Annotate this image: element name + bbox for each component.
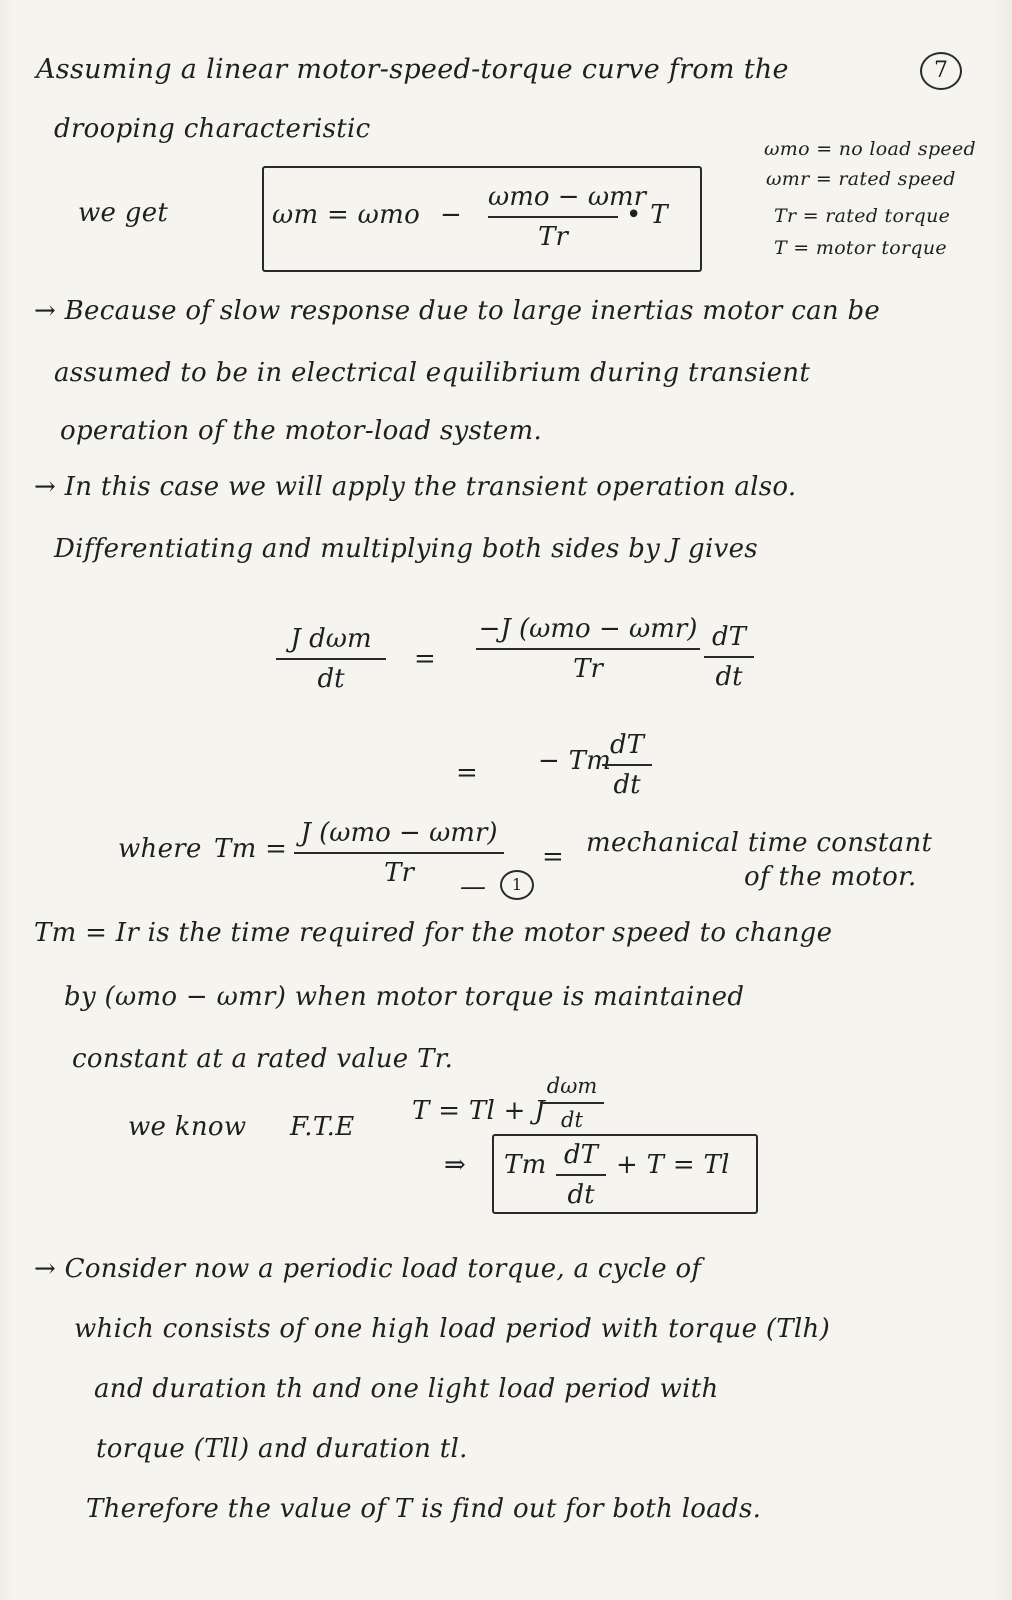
fraction-bar xyxy=(602,764,652,766)
equation-2-rhs-numerator: −J (ωmo − ωmr) xyxy=(478,614,698,644)
legend-tr: Tr = rated torque xyxy=(774,205,951,227)
equation-5-lhs: T = Tl + J xyxy=(412,1096,546,1126)
equation-5-denominator: dt xyxy=(561,1108,583,1132)
equation-4-numerator: J (ωmo − ωmr) xyxy=(300,818,498,848)
equation-2-derivative-denominator: dt xyxy=(715,662,743,692)
text-line-which: which consists of one high load period with torque (Tlh) xyxy=(74,1314,831,1344)
equation-2-lhs xyxy=(276,624,386,694)
text-line-operation: operation of the motor-load system. xyxy=(60,416,543,446)
equation-6-rhs: + T = Tl xyxy=(616,1150,730,1180)
fraction-bar xyxy=(476,648,700,650)
text-line-differentiating: Differentiating and multiplying both sides by J gives xyxy=(54,534,758,564)
equation-2-derivative xyxy=(704,622,754,692)
equation-4-lhs: Τm = xyxy=(214,834,288,864)
fraction-bar xyxy=(488,216,618,218)
equation-3-denominator: dt xyxy=(613,770,641,800)
equation-1-numerator: ωmo − ωmr xyxy=(488,182,647,212)
equation-6-lhs: Τm xyxy=(504,1150,547,1180)
equation-3-equals: = xyxy=(456,758,479,788)
text-line-tm-is: Τm = Ir is the time required for the motor speed to change xyxy=(34,918,833,948)
equation-4-tag-dash: — xyxy=(460,872,487,902)
equation-4-equals: = xyxy=(542,842,565,872)
fraction-bar xyxy=(276,658,386,660)
legend-wmo: ωmo = no load speed xyxy=(764,138,976,160)
equation-2-rhs xyxy=(476,614,700,684)
equation-4-desc-1: mechanical time constant xyxy=(586,828,933,858)
equation-2-derivative-numerator: dT xyxy=(712,622,746,652)
equation-2-lhs-denominator: dt xyxy=(317,664,345,694)
we-know-label: we know xyxy=(128,1112,247,1142)
equation-2-rhs-denominator: Tr xyxy=(573,654,603,684)
text-line-because: → Because of slow response due to large inertias motor can be xyxy=(34,296,881,326)
text-line-and: and duration th and one light load period with xyxy=(94,1374,719,1404)
equation-6-fraction xyxy=(556,1140,606,1210)
equation-1-lhs: ωm = ωmo xyxy=(272,200,421,230)
equation-4-denominator: Tr xyxy=(384,858,414,888)
text-line-constant: constant at a rated value Tr. xyxy=(72,1044,454,1074)
equation-2-lhs-numerator: J dωm xyxy=(290,624,372,654)
implies-arrow: ⇒ xyxy=(444,1150,467,1180)
equation-2-equals: = xyxy=(414,644,437,674)
text-line-1: Assuming a linear motor-speed-torque curve from the xyxy=(36,54,789,85)
fraction-bar xyxy=(704,656,754,658)
fraction-bar xyxy=(556,1174,606,1176)
equation-3-derivative xyxy=(602,730,652,800)
text-line-therefore: Therefore the value of T is find out for both loads. xyxy=(86,1494,762,1524)
text-line-torque: torque (Tll) and duration tl. xyxy=(96,1434,468,1464)
page-number: 7 xyxy=(920,52,962,90)
text-line-2: drooping characteristic xyxy=(54,114,371,144)
equation-4-desc-2: of the motor. xyxy=(744,862,917,892)
equation-4-tag: 1 xyxy=(500,870,534,900)
text-line-case: → In this case we will apply the transient operation also. xyxy=(34,472,797,502)
equation-1-tail: • T xyxy=(626,200,668,230)
equation-6-denominator: dt xyxy=(567,1180,595,1210)
fraction-bar xyxy=(294,852,504,854)
fraction-bar xyxy=(540,1102,604,1104)
equation-3-term: − Τm xyxy=(538,746,612,776)
where-label: where xyxy=(118,834,202,864)
we-get-label: we get xyxy=(78,198,169,228)
text-line-consider: → Consider now a periodic load torque, a cycle of xyxy=(34,1254,702,1284)
legend-t: T = motor torque xyxy=(774,237,947,259)
fte-label: F.T.E xyxy=(290,1112,355,1142)
equation-5-fraction xyxy=(540,1074,604,1132)
equation-1-fraction xyxy=(488,182,647,252)
equation-1-minus: − xyxy=(440,200,463,230)
text-line-assumed: assumed to be in electrical equilibrium during transient xyxy=(54,358,811,388)
equation-6-numerator: dT xyxy=(564,1140,598,1170)
equation-1-denominator: Tr xyxy=(538,222,568,252)
text-line-by: by (ωmo − ωmr) when motor torque is maintained xyxy=(64,982,745,1012)
legend-wmr: ωmr = rated speed xyxy=(766,168,956,190)
equation-3-numerator: dT xyxy=(610,730,644,760)
equation-5-numerator: dωm xyxy=(546,1074,598,1098)
